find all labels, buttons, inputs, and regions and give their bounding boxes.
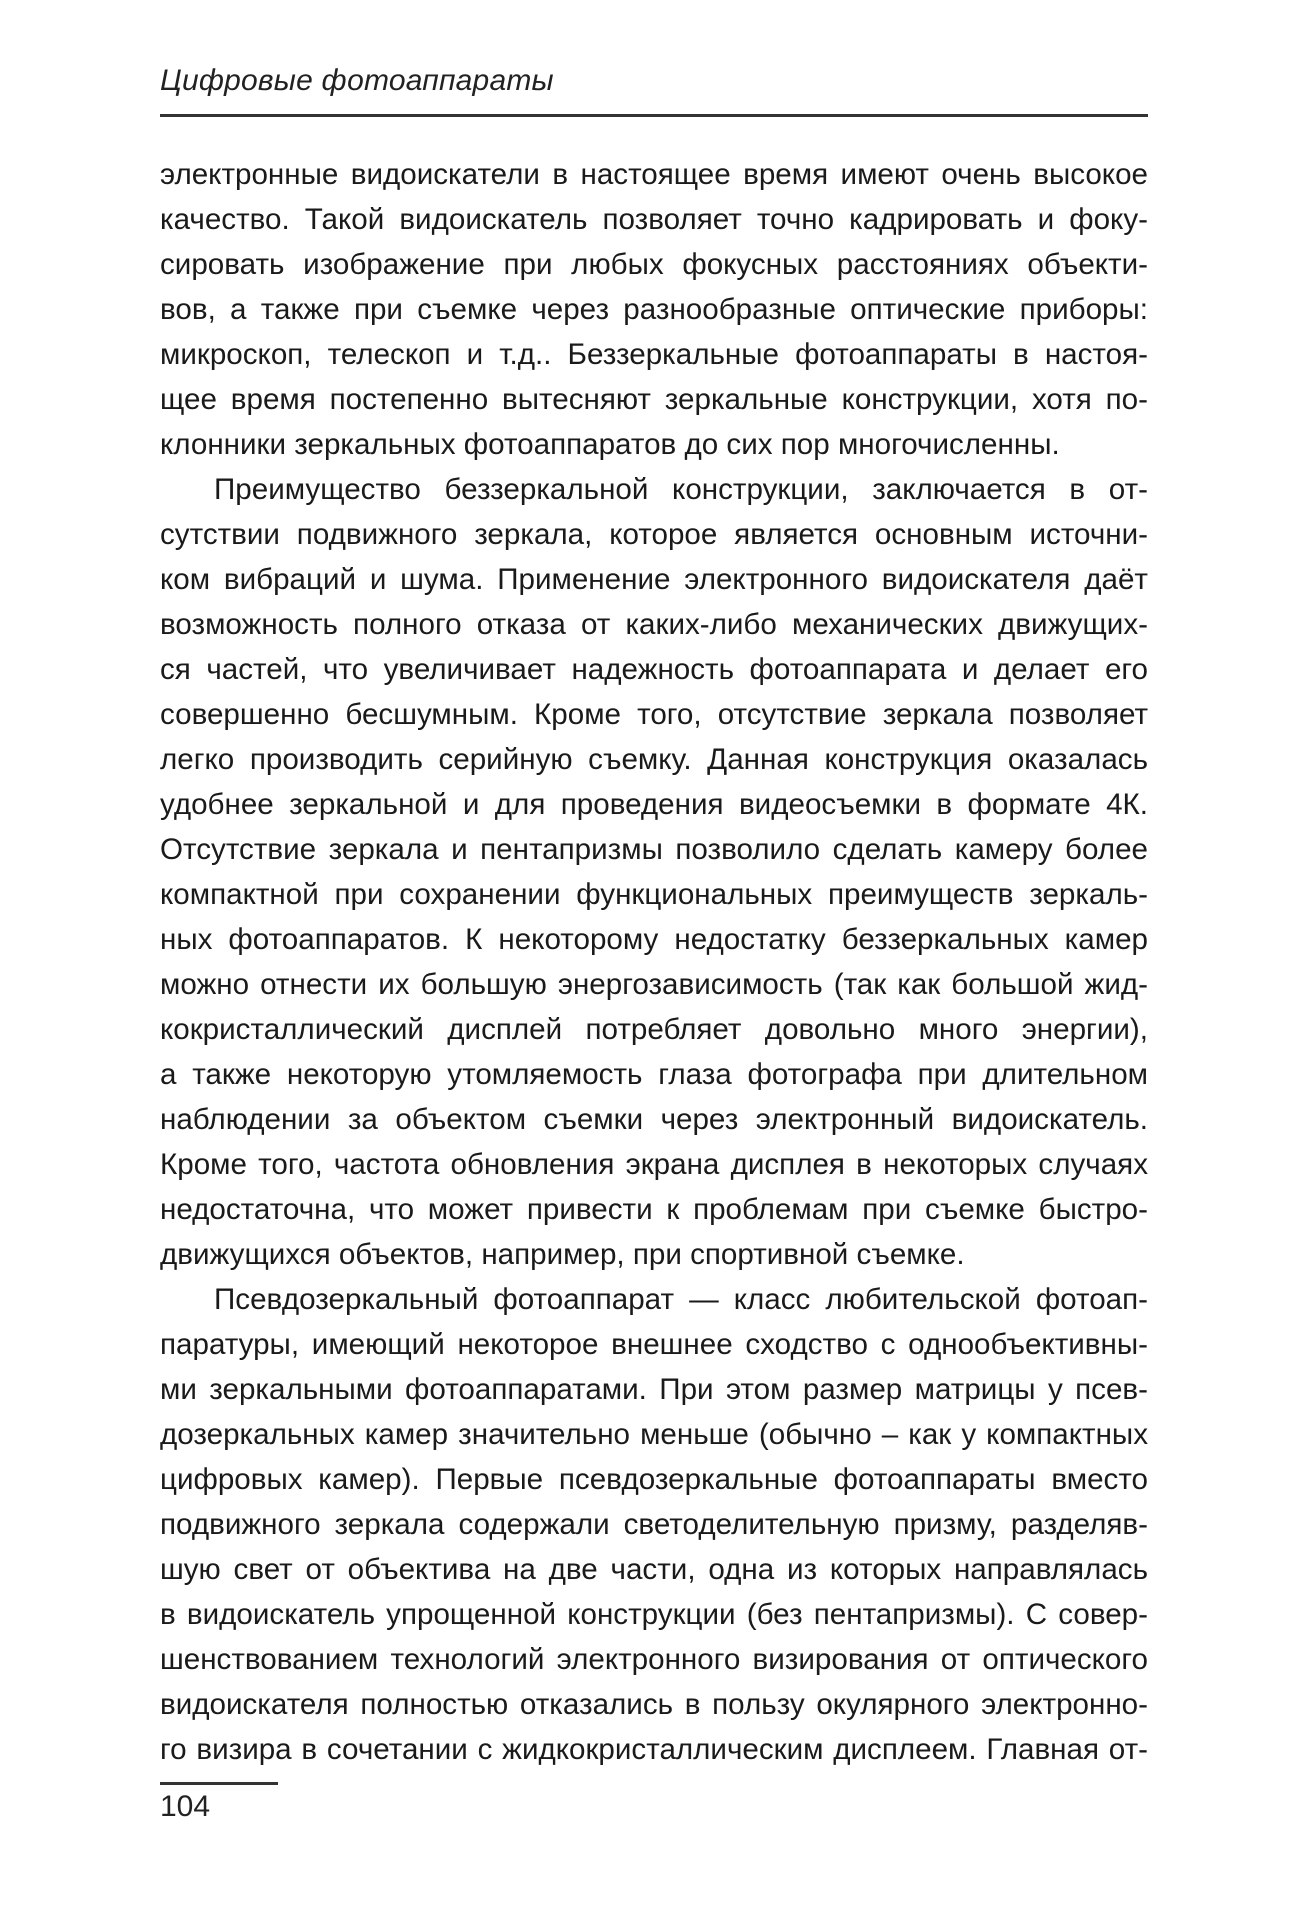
text-line: микроскоп, телескоп и т.д.. Беззеркальные фотоаппараты в настоя- [160, 338, 1148, 371]
text-line: Отсутствие зеркала и пентапризмы позволило сделать камеру более [160, 833, 1148, 866]
text-line: электронные видоискатели в настоящее время имеют очень высокое [160, 158, 1148, 191]
text-line: цифровых камер). Первые псевдозеркальные фотоаппараты вместо [160, 1463, 1148, 1496]
paragraph [160, 467, 1148, 1277]
text-line: щее время постепенно вытесняют зеркальные конструкции, хотя по- [160, 383, 1148, 416]
text-line: дозеркальных камер значительно меньше (обычно – как у компактных [160, 1418, 1148, 1451]
text-line: Псевдозеркальный фотоаппарат — класс любительской фотоап- [214, 1283, 1148, 1316]
text-line: движущихся объектов, например, при спортивной съемке. [160, 1238, 965, 1271]
text-line: ми зеркальными фотоаппаратами. При этом размер матрицы у псев- [160, 1373, 1148, 1406]
text-line: Преимущество беззеркальной конструкции, заключается в от- [214, 473, 1148, 506]
text-line: паратуры, имеющий некоторое внешнее сходство с однообъективны- [160, 1328, 1148, 1361]
text-line: а также некоторую утомляемость глаза фотографа при длительном [160, 1058, 1148, 1091]
text-line: удобнее зеркальной и для проведения видеосъемки в формате 4К. [160, 788, 1148, 821]
text-line: сутствии подвижного зеркала, которое является основным источни- [160, 518, 1148, 551]
text-line: недостаточна, что может привести к проблемам при съемке быстро- [160, 1193, 1148, 1226]
text-line: можно отнести их большую энергозависимость (так как большой жид- [160, 968, 1148, 1001]
text-line: го визира в сочетании с жидкокристаллическим дисплеем. Главная от- [160, 1733, 1148, 1766]
paragraph [160, 1277, 1148, 1772]
text-line: видоискателя полностью отказались в пользу окулярного электронно- [160, 1688, 1148, 1721]
text-line: шенствованием технологий электронного визирования от оптического [160, 1643, 1148, 1676]
text-line: ком вибраций и шума. Применение электронного видоискателя даёт [160, 563, 1148, 596]
text-line: совершенно бесшумным. Кроме того, отсутствие зеркала позволяет [160, 698, 1148, 731]
text-line: наблюдении за объектом съемки через электронный видоискатель. [160, 1103, 1148, 1136]
page-number: 104 [160, 1790, 211, 1823]
text-line: шую свет от объектива на две части, одна из которых направлялась [160, 1553, 1148, 1586]
header-rule [160, 114, 1148, 117]
text-line: кокристаллический дисплей потребляет довольно много энергии), [160, 1013, 1148, 1046]
text-line: качество. Такой видоискатель позволяет точно кадрировать и фоку- [160, 203, 1148, 236]
body-text [160, 152, 1148, 1772]
running-title: Цифровые фотоаппараты [160, 64, 554, 97]
text-line: Кроме того, частота обновления экрана дисплея в некоторых случаях [160, 1148, 1148, 1181]
text-line: клонники зеркальных фотоаппаратов до сих пор многочисленны. [160, 428, 1060, 461]
footer-rule [160, 1782, 278, 1785]
text-line: сировать изображение при любых фокусных расстояниях объекти- [160, 248, 1148, 281]
text-line: ся частей, что увеличивает надежность фотоаппарата и делает его [160, 653, 1148, 686]
text-line: вов, а также при съемке через разнообразные оптические приборы: [160, 293, 1148, 326]
paragraph [160, 152, 1148, 467]
text-line: возможность полного отказа от каких-либо механических движущих- [160, 608, 1148, 641]
text-line: в видоискатель упрощенной конструкции (без пентапризмы). С совер- [160, 1598, 1148, 1631]
text-line: компактной при сохранении функциональных преимуществ зеркаль- [160, 878, 1148, 911]
text-line: ных фотоаппаратов. К некоторому недостатку беззеркальных камер [160, 923, 1148, 956]
text-line: легко производить серийную съемку. Данная конструкция оказалась [160, 743, 1148, 776]
text-line: подвижного зеркала содержали светоделительную призму, разделяв- [160, 1508, 1148, 1541]
